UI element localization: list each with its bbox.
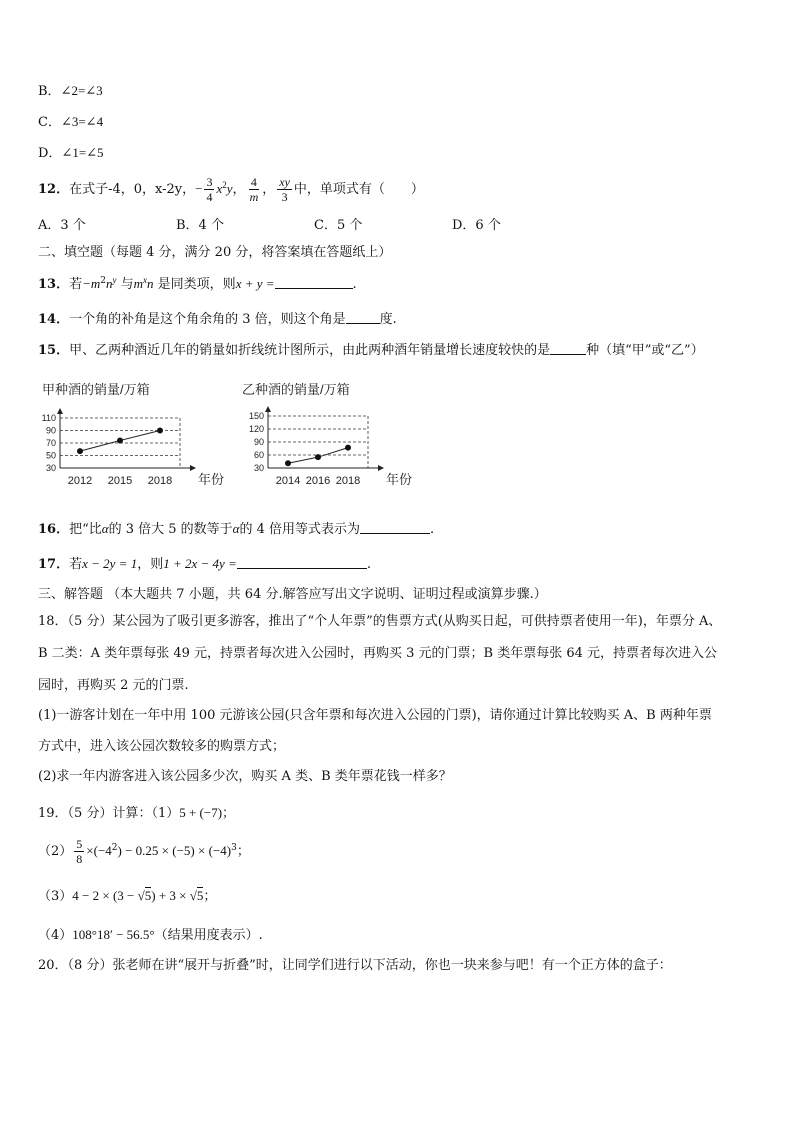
option-c: C．5 个 — [314, 218, 363, 233]
question-text: ，则 — [137, 557, 164, 572]
y-tick-label: 30 — [253, 463, 264, 473]
question-text: 与 — [116, 277, 134, 292]
expression: ) − 0.25 × (−5) × (−4) — [117, 843, 232, 858]
option-expression: ∠3=∠4 — [60, 114, 104, 129]
x-tick-label: 2018 — [147, 475, 173, 487]
variable: x — [216, 181, 223, 196]
data-point — [117, 438, 123, 444]
y-tick-label: 90 — [45, 425, 56, 436]
q18-sub-1-line-1: (1)一游客计划在一年中用 100 元游该公园(只含年票和每次进入公园的门票)，请你通过计算比较购买 A、B 两种年票 — [38, 708, 712, 723]
q19-part-2 — [38, 832, 250, 871]
part-label: （3） — [38, 889, 73, 904]
question-text-end: 种（填“甲”或“乙”） — [586, 343, 704, 358]
period: . — [366, 557, 371, 572]
semicolon: ； — [203, 889, 217, 904]
section-heading-answers: 三、解答题 （本大题共 7 小题，共 64 分.解答应写出文字说明、证明过程或演算步骤.） — [38, 587, 547, 602]
y-tick-label: 110 — [41, 413, 56, 423]
question-text: 一个角的补角是这个角余角的 3 倍，则这个角是 — [69, 312, 346, 327]
fraction-numerator: 4 — [250, 175, 257, 189]
x-tick-label: 2014 — [275, 475, 301, 487]
exponent: 3 — [231, 843, 237, 853]
question-text: 是同类项，则 — [153, 277, 236, 292]
option-a: A．3 个 — [38, 218, 86, 233]
fraction-numerator: 5 — [76, 837, 83, 851]
question-text: 甲、乙两种酒近几年的销量如折线统计图所示，由此两种酒年销量增长速度较快的是 — [69, 343, 551, 358]
option-letter: B． — [38, 84, 61, 99]
fraction-5-8 — [74, 837, 84, 866]
q19-part-1 — [38, 804, 235, 823]
expression: x + y = — [235, 276, 275, 291]
answer-blank — [237, 556, 367, 569]
y-tick-label: 60 — [253, 450, 264, 460]
option-letter: D． — [38, 146, 62, 161]
period: . — [352, 277, 357, 292]
data-point — [315, 454, 321, 460]
question-number: 17． — [38, 557, 70, 572]
answer-blank — [360, 521, 430, 534]
question-text: 若 — [69, 557, 83, 572]
q18-line-1: 18．（5 分）某公园为了吸引更多游客，推出了“个人年票”的售票方式(从购买日起，可供持票者使用一年)，年票分 A、 — [38, 614, 722, 629]
question-text: 的 4 倍用等式表示为 — [239, 522, 361, 537]
sales-line-charts — [40, 380, 420, 490]
expression: n — [147, 276, 154, 291]
q18-sub-2: (2)求一年内游客进入该公园多少次，购买 A 类、B 类年票花钱一样多？ — [38, 769, 452, 784]
question-15 — [38, 342, 704, 360]
exponent: 2 — [222, 180, 227, 190]
fraction-xy-3 — [277, 175, 292, 204]
question-17 — [38, 555, 371, 574]
comma: ， — [262, 182, 276, 197]
y-tick-label: 90 — [253, 437, 264, 447]
chart-yi — [242, 382, 412, 487]
radicand: 5 — [144, 888, 152, 903]
chart-title: 乙种酒的销量/万箱 — [242, 382, 350, 397]
y-tick-label: 30 — [45, 463, 56, 473]
q12-options — [38, 217, 590, 235]
alpha-symbol: α — [101, 521, 109, 536]
q11-option-b — [38, 82, 103, 101]
question-text: （结果用度表示）. — [154, 928, 263, 943]
question-20: 20．（8 分）张老师在讲“展开与折叠”时，让同学们进行以下活动，你也一块来参与吧！有一个正方体的盒子： — [38, 958, 672, 973]
fraction-denominator: m — [249, 190, 259, 204]
exponent: 2 — [111, 843, 118, 853]
q19-part-3 — [38, 887, 216, 906]
question-number: 16． — [38, 522, 70, 537]
part-label: （2） — [38, 844, 73, 859]
expression: n — [106, 276, 113, 291]
q11-option-d — [38, 144, 104, 163]
expression: m — [133, 276, 144, 291]
expression: x − 2y = 1 — [82, 556, 138, 571]
option-expression: ∠1=∠5 — [61, 145, 104, 160]
expression: ×(−4 — [86, 843, 112, 858]
fraction-denominator: 3 — [281, 190, 288, 204]
alpha-symbol: α — [232, 521, 240, 536]
x-axis-arrow — [190, 465, 196, 471]
option-expression: ∠2=∠3 — [60, 83, 103, 98]
question-text: 中，单项式有（ ） — [293, 182, 424, 197]
question-number: 15． — [38, 343, 70, 358]
q19-part-4 — [38, 926, 263, 945]
x-tick-label: 2012 — [67, 475, 93, 487]
y-axis-arrow — [57, 408, 63, 414]
y-tick-label: 120 — [248, 424, 264, 434]
semicolon: ； — [222, 806, 236, 821]
question-number: 14． — [38, 312, 70, 327]
question-text: 在式子-4，0，x-2y， — [69, 182, 196, 197]
question-text: 若 — [69, 277, 83, 292]
question-number: 13． — [38, 277, 70, 292]
x-tick-label: 2018 — [335, 475, 361, 487]
exponent: 2 — [100, 276, 107, 286]
data-point — [345, 445, 351, 451]
option-d: D．6 个 — [452, 218, 501, 233]
semicolon: ； — [236, 844, 250, 859]
part-label: （4） — [38, 928, 73, 943]
fraction-denominator: 4 — [206, 190, 213, 204]
q11-option-c — [38, 113, 103, 132]
chart-jia — [42, 382, 224, 487]
exponent: x — [143, 275, 148, 285]
y-tick-label: 150 — [248, 411, 264, 421]
exponent: y — [112, 275, 117, 285]
answer-blank — [275, 276, 353, 289]
section-heading-fill-in: 二、填空题（每题 4 分，满分 20 分，将答案填在答题纸上） — [38, 245, 392, 260]
question-text-end: 度. — [379, 312, 397, 327]
data-point — [285, 460, 291, 466]
expression: 4 − 2 × (3 − √ — [72, 888, 145, 903]
data-point — [77, 448, 83, 454]
answer-blank — [346, 311, 380, 324]
question-text: 19．（5 分）计算：（1） — [38, 806, 180, 821]
x-tick-label: 2015 — [107, 475, 133, 487]
question-text: 的 3 倍大 5 的数等于 — [108, 522, 233, 537]
expression: 108°18′ − 56.5° — [72, 927, 155, 942]
fraction-numerator: xy — [279, 175, 290, 189]
question-number: 12． — [38, 182, 70, 197]
x-axis-label: 年份 — [198, 472, 225, 487]
expression: ) + 3 × √ — [151, 888, 197, 903]
q18-line-2: B 二类：A 类年票每张 49 元，持票者每次进入公园时，再购买 3 元的门票；B 类年票每张 64 元，持票者每次进入公 — [38, 646, 718, 661]
question-14 — [38, 311, 397, 329]
answer-blank — [550, 342, 586, 355]
x-axis-arrow — [378, 465, 384, 471]
y-tick-label: 50 — [45, 450, 56, 461]
y-tick-label: 70 — [45, 438, 56, 448]
fraction-numerator: 3 — [206, 175, 213, 189]
minus-sign: − — [195, 181, 203, 196]
q18-line-3: 园时，再购买 2 元的门票. — [38, 678, 189, 693]
option-letter: C． — [38, 115, 61, 130]
expression: 1 + 2x − 4y = — [163, 556, 237, 571]
question-12 — [38, 172, 424, 207]
fraction-denominator: 8 — [76, 852, 83, 866]
comma: ， — [232, 182, 246, 197]
question-13 — [38, 275, 357, 294]
question-text: 把“比 — [69, 522, 102, 537]
variable: y — [226, 181, 233, 196]
x-tick-label: 2016 — [305, 475, 331, 487]
period: . — [430, 522, 435, 537]
y-axis-arrow — [265, 406, 271, 412]
x-axis-label: 年份 — [386, 472, 413, 487]
expression: −m — [82, 276, 101, 291]
data-point — [157, 428, 163, 434]
radicand: 5 — [196, 888, 204, 903]
chart-title: 甲种酒的销量/万箱 — [42, 382, 150, 397]
q18-sub-1-line-2: 方式中，进入该公园次数较多的购票方式； — [38, 739, 286, 754]
question-16 — [38, 520, 434, 539]
expression: 5 + (−7) — [179, 805, 223, 820]
fraction-3-4 — [204, 175, 214, 204]
fraction-4-m — [248, 175, 261, 204]
option-b: B．4 个 — [176, 218, 224, 233]
